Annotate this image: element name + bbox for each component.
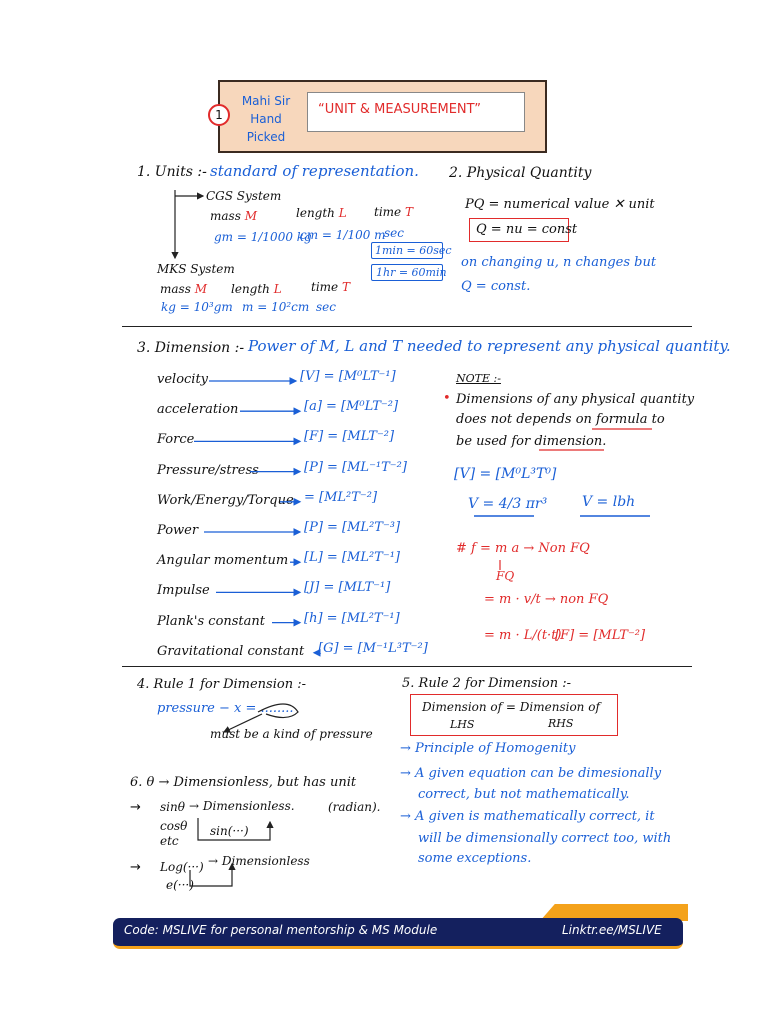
page-number-badge: 1	[208, 104, 230, 126]
volume-dimension: [V] = [M⁰L³T⁰]	[454, 466, 557, 482]
section6-etc: etc	[160, 834, 179, 848]
section6-sin-arrow: → Dimensionless.	[189, 799, 295, 813]
note-heading: NOTE :-	[456, 372, 501, 385]
mks-time: time T	[311, 280, 350, 294]
rule2-point-3: correct, but not mathematically.	[418, 787, 630, 802]
pq-formula: PQ = numerical value ✕ unit	[465, 197, 655, 212]
dimension-item-name: Gravitational constant	[157, 643, 305, 659]
pq-note-line2: Q = const.	[461, 279, 531, 294]
dimension-item-name: Angular momentum	[157, 553, 289, 569]
dimension-item-name: Power	[157, 523, 199, 538]
example-force-line1: # f = m a → Non FQ	[456, 541, 590, 556]
dimension-definition: Power of M, L and T needed to represent any physical quantity.	[248, 337, 731, 355]
footer-link[interactable]: Linktr.ee/MSLIVE	[562, 923, 662, 937]
dimension-arrows	[194, 381, 316, 653]
pq-boxed-equation: Q = nu = const	[476, 222, 578, 237]
section6-cos: cosθ	[160, 819, 188, 833]
volume-box: V = lbh	[582, 494, 636, 510]
units-definition: standard of representation.	[210, 162, 419, 180]
dimension-item-name: velocity	[157, 372, 209, 387]
dimension-item-formula: = [ML²T⁻²]	[304, 489, 378, 505]
cgs-time: time T	[374, 205, 413, 219]
author-label: Mahi Sir Hand Picked	[241, 94, 291, 144]
rule2-box-text: Dimension of = Dimension of	[422, 700, 600, 714]
rule1-note: must be a kind of pressure	[210, 727, 373, 741]
rule1-arrow	[224, 714, 262, 732]
section6-bullet-2: →	[130, 860, 141, 875]
conversion-minute: 1min = 60sec	[375, 244, 452, 257]
section6-log: Log(···)	[160, 860, 204, 874]
dimension-item-name: Pressure/stress	[157, 462, 259, 478]
rule2-rhs: RHS	[548, 717, 574, 730]
cgs-length: length L	[296, 206, 347, 220]
dimension-item-formula: [L] = [ML²T⁻¹]	[304, 550, 400, 566]
cgs-mass: mass M	[210, 209, 257, 223]
rule2-point-5: will be dimensionally correct too, with	[418, 831, 672, 846]
mks-label: MKS System	[157, 262, 235, 276]
cgs-time-value: sec	[384, 226, 404, 240]
pq-note-line1: on changing u, n changes but	[461, 255, 657, 270]
footer-code: Code: MSLIVE for personal mentorship & MS Module	[124, 923, 438, 937]
rule1-heading: 4. Rule 1 for Dimension :-	[137, 677, 306, 692]
example-force-line2: = m · v/t → non FQ	[484, 592, 609, 607]
dimension-item-formula: [a] = [M⁰LT⁻²]	[304, 399, 399, 415]
example-fq: FQ	[496, 569, 515, 583]
cgs-label: CGS System	[206, 189, 282, 203]
page-title: “UNIT & MEASUREMENT”	[318, 102, 482, 117]
mks-mass-value: kg = 10³gm	[161, 300, 233, 314]
cgs-length-value: cm = 1/100 m	[300, 228, 386, 242]
dimension-item-formula: [P] = [ML²T⁻³]	[304, 520, 401, 535]
pq-heading: 2. Physical Quantity	[449, 165, 592, 181]
note-line1: Dimensions of any physical quantity	[456, 392, 695, 407]
rule2-point-1: → Principle of Homogenity	[400, 741, 576, 756]
dimension-item-name: Impulse	[157, 583, 210, 599]
rule1-loop	[258, 704, 298, 718]
note-bullet: •	[443, 391, 451, 406]
dimension-item-name: acceleration	[157, 402, 239, 418]
mks-mass: mass M	[160, 282, 207, 296]
dimension-heading: 3. Dimension :-	[137, 340, 245, 356]
log-bracket	[190, 864, 232, 886]
mks-length: length L	[231, 282, 282, 296]
rule2-point-2: → A given equation can be dimesionally	[400, 766, 662, 781]
rule1-expression: pressure − x = ........	[157, 701, 294, 716]
volume-sphere: V = 4/3 πr³	[468, 496, 548, 512]
section6-bullet-1: →	[130, 800, 141, 815]
dimension-item-formula: [J] = [MLT⁻¹]	[304, 580, 391, 596]
mks-time-value: sec	[316, 300, 336, 314]
dimension-item-formula: [P] = [ML⁻¹T⁻²]	[304, 459, 407, 475]
dimension-item-formula: [h] = [ML²T⁻¹]	[304, 610, 400, 626]
units-heading: 1. Units :-	[137, 164, 207, 180]
dimension-item-formula: [G] = [M⁻¹L³T⁻²]	[318, 640, 428, 656]
dimension-item-name: Plank's constant	[157, 613, 266, 629]
section6-log-arrow: → Dimensionless	[208, 854, 310, 868]
example-force-result: [F] = [MLT⁻²]	[555, 628, 646, 643]
cgs-mass-value: gm = 1/1000 kg	[214, 230, 312, 244]
section6-sin: sinθ	[160, 800, 185, 814]
dimension-item-formula: [V] = [M⁰LT⁻¹]	[300, 369, 396, 384]
mks-length-value: m = 10²cm	[242, 300, 310, 314]
example-force-line3: = m · L/(t·t)	[484, 628, 562, 643]
rule2-heading: 5. Rule 2 for Dimension :-	[402, 676, 571, 691]
section6-radian: (radian).	[328, 800, 381, 814]
dimension-item-name: Work/Energy/Torque	[157, 492, 294, 508]
note-line3: be used for dimension.	[456, 434, 607, 449]
rule2-point-6: some exceptions.	[418, 851, 532, 866]
rule2-point-4: → A given is mathematically correct, it	[400, 809, 655, 824]
section6-sin-arg: sin(···)	[210, 824, 249, 838]
sin-bracket	[198, 818, 270, 840]
note-line2: does not depends on formula to	[456, 412, 665, 427]
dimension-item-formula: [F] = [MLT⁻²]	[304, 429, 395, 445]
section6-heading: 6. θ → Dimensionless, but has unit	[130, 775, 357, 790]
section6-exp: e(···)	[166, 878, 194, 892]
conversion-hour: 1hr = 60min	[376, 266, 447, 279]
rule2-lhs: LHS	[450, 718, 475, 731]
dimension-item-name: Force	[157, 432, 195, 448]
